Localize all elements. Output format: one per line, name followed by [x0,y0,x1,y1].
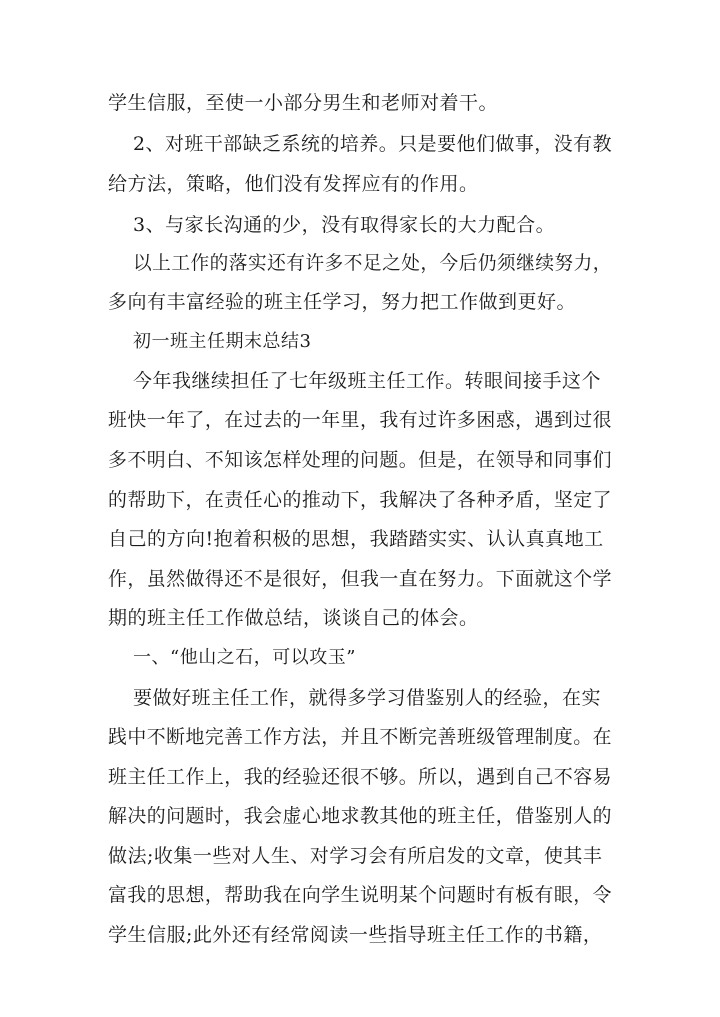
text-line [0,796,720,836]
line-text: 班主任工作上，我的经验还很不够。所以，遇到自己不容易 [108,766,613,788]
line-text: 3、与家长沟通的少，没有取得家长的大力配合。 [133,214,556,236]
text-line [0,164,720,204]
section-heading [0,638,720,678]
line-text: 给方法，策略，他们没有发挥应有的作用。 [108,173,479,195]
text-line [0,836,720,876]
text-line [0,400,720,440]
text-line [0,361,720,401]
line-text: 多不明白、不知该怎样处理的问题。但是，在领导和同事们 [108,449,613,471]
line-text: 多向有丰富经验的班主任学习，努力把工作做到更好。 [108,291,577,313]
text-line [0,440,720,480]
line-text: 践中不断地完善工作方法，并且不断完善班级管理制度。在 [108,726,613,748]
text-line [0,83,720,123]
text-line [0,559,720,599]
line-text: 班快一年了，在过去的一年里，我有过许多困惑，遇到过很 [108,409,613,431]
line-text: 要做好班主任工作，就得多学习借鉴别人的经验，在实 [133,687,602,709]
line-text: 做法;收集一些对人生、对学习会有所启发的文章，使其丰 [108,845,603,867]
heading-text: 初一班主任期末总结3 [133,331,312,352]
line-text: 的帮助下，在责任心的推动下，我解决了各种矛盾，坚定了 [108,489,613,511]
heading-text: 一、“他山之石，可以攻玉” [133,647,356,668]
text-line [0,717,720,757]
text-line [0,243,720,283]
section-heading [0,322,720,362]
text-line [0,757,720,797]
text-line [0,875,720,915]
line-text: 富我的思想，帮助我在向学生说明某个问题时有板有眼，令 [108,884,613,906]
line-text: 学生信服;此外还有经常阅读一些指导班主任工作的书籍， [108,924,603,946]
text-line [0,678,720,718]
text-line [0,598,720,638]
line-text: 期的班主任工作做总结，谈谈自己的体会。 [108,607,479,629]
text-line [0,282,720,322]
text-line [0,205,720,245]
text-line [0,480,720,520]
line-text: 学生信服，至使一小部分男生和老师对着干。 [108,92,499,114]
line-text: 2、对班干部缺乏系统的培养。只是要他们做事，没有教 [133,133,613,155]
text-line [0,915,720,955]
line-text: 今年我继续担任了七年级班主任工作。转眼间接手这个 [133,370,602,392]
line-text: 自己的方向!抱着积极的思想，我踏踏实实、认认真真地工 [108,528,604,550]
text-line [0,124,720,164]
text-line [0,519,720,559]
line-text: 以上工作的落实还有许多不足之处，今后仍须继续努力， [133,252,612,274]
line-text: 解决的问题时，我会虚心地求教其他的班主任，借鉴别人的 [108,805,613,827]
line-text: 作，虽然做得还不是很好，但我一直在努力。下面就这个学 [108,568,613,590]
